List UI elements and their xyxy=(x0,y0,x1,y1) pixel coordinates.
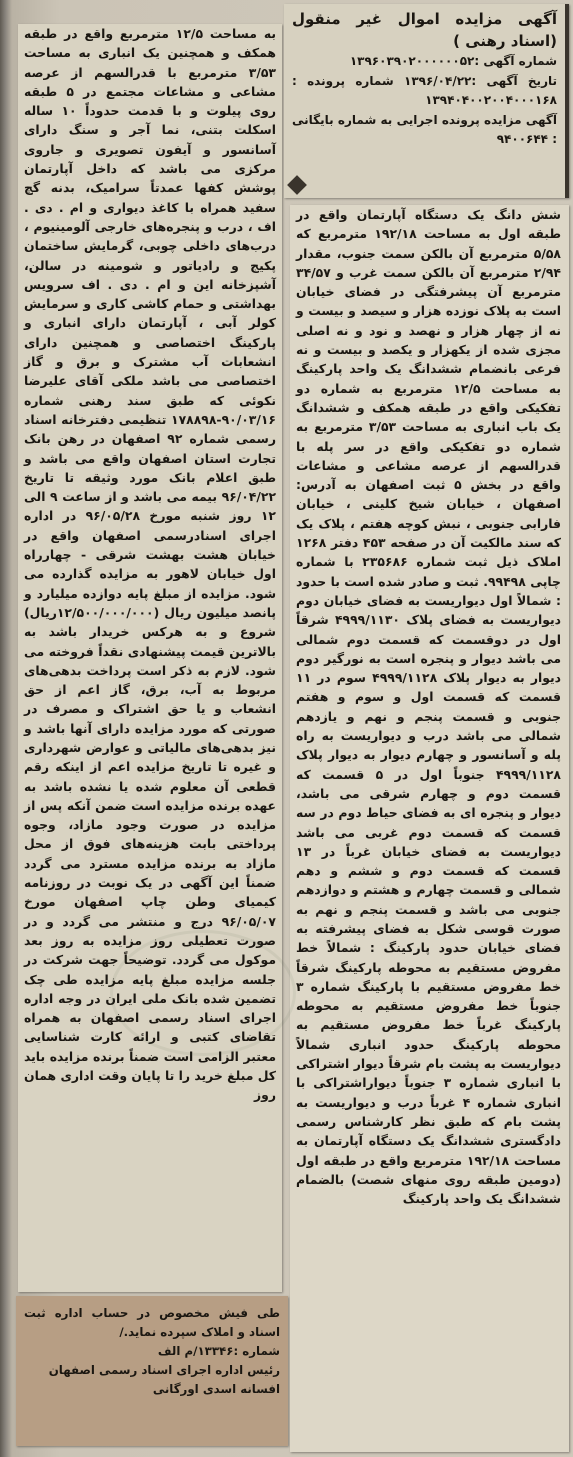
left-column-clipping xyxy=(18,24,282,1292)
faint-watermark xyxy=(110,930,296,1056)
diamond-ornament-icon xyxy=(287,175,307,195)
footer-number: شماره :۱۳۳۴۶/م الف xyxy=(157,1344,280,1358)
ad-number: شماره آگهی :۱۳۹۶۰۳۹۰۲۰۰۰۰۰۰۵۲ xyxy=(349,54,557,68)
ad-header-clipping xyxy=(284,4,569,198)
footer-line-1: طی فیش مخصوص در حساب اداره ثبت اسناد و املاک سپرده نماید./ xyxy=(24,1306,280,1339)
ad-title: آگهی مزایده اموال غیر منقول (اسناد رهنی ) xyxy=(292,10,557,50)
left-column-text: به مساحت ۱۲/۵ مترمربع واقع در طبقه همکف و همچنین یک انباری به مساحت ۳/۵۳ مترمربع با قدرالسهم از عرصه مشاعی و مشاعات مجتمع در ۵ طبقه روی پیلوت و با قدمت حدوداً ۱۰ ساله اسکلت بتنی، نما آجر و سنگ دارای آسانسور و آیفون تصویری و جاروی مرکزی می باشد که داخل آپارتمان پوشش کفها عمدتاً سرامیک، بدنه گچ سفید همراه با کاغذ دیواری و ام . دی . اف ، درب و پنجره‌های خارجی آلومینیوم ، درب‌های داخلی چوبی، گرمایش ساختمان پکیج و رادیاتور و شومینه در سالن، آشپزخانه این و ام . دی . اف سرویس بهداشتی و حمام کاشی کاری و سرمایش کولر آبی ، آپارتمان دارای انباری و پارکینگ اختصاصی و همچنین دارای انشعابات آب مشترک و برق و گاز اختصاصی می باشد ملکی آقای علیرضا نکوئی که طبق سند رهنی شماره ۹۰/۰۳/۱۶-۱۷۸۸۹۸ تنظیمی دفترخانه اسناد رسمی شماره ۹۲ اصفهان در رهن بانک تجارت استان اصفهان واقع می باشد و طبق اعلام بانک مورد وثیقه تا تاریخ ۹۶/۰۴/۲۲ بیمه می باشد و از ساعت ۹ الی ۱۲ روز شنبه مورخ ۹۶/۰۵/۲۸ در اداره اجرای اسنادرسمی اصفهان واقع در خیابان هشت بهشت شرقی - چهارراه اول خیابان لاهور به مزایده گذارده می شود. مزایده از مبلغ پایه دوازده میلیارد و پانصد میلیون ریال (۱۲/۵۰۰/۰۰۰/۰۰۰ریال) شروع و به هرکس خریدار باشد به بالاترین قیمت پیشنهادی نقداً فروخته می شود. لازم به ذکر است پرداخت بدهی‌های مربوط به آب، برق، گاز اعم از حق انشعاب و یا حق اشتراک و مصرف در صورتی که مورد مزایده دارای آنها باشد و نیز بدهی‌های مالیاتی و عوارض شهرداری و غیره تا تاریخ مزایده اعم از اینکه رقم قطعی آن معلوم شده یا نشده باشد به عهده برنده مزایده است ضمن آنکه پس از مزایده در صورت وجود مازاد، وجوه پرداختی بابت هزینه‌های فوق از محل مازاد به برنده مزایده مسترد می گردد ضمناً این آگهی در یک نوبت در روزنامه کیمیای وطن چاپ اصفهان مورخ ۹۶/۰۵/۰۷ درج و منتشر می گردد و در صورت تعطیلی روز مزایده به روز بعد موکول می گردد. توضیحاً جهت شرکت در جلسه مزایده مبلغ پایه مزایده طی چک تضمین شده بانک ملی ایران در وجه اداره اجرای اسناد رسمی اصفهان به همراه تقاضای کتبی و ارائه کارت شناسایی معتبر الزامی است ضمناً برنده مزایده باید کل مبلغ خرید را تا پایان وقت اداری همان روز xyxy=(24,26,277,1103)
footer-clipping xyxy=(16,1296,288,1446)
right-column-text: شش دانگ یک دستگاه آپارتمان واقع در طبقه اول به مساحت ۱۹۲/۱۸ مترمربع که ۵/۵۸ مترمربع آن بالکن سمت جنوب، مقدار ۲/۹۴ مترمربع آن بالکن سمت غرب و ۳۴/۵۷ مترمربع آن پیشرفتگی در فضای خیابان است به پلاک نوزده هزار و سیصد و بیست و نه از چهار هزار و نهصد و نود و نه اصلی مجزی شده از یکهزار و یکصد و بیست و نه فرعی بانضمام ششدانگ یک واحد پارکینگ به مساحت ۱۲/۵ مترمربع به شماره دو تفکیکی واقع در طبقه همکف و ششدانگ یک باب انباری به مساحت ۳/۵۳ مترمربع به شماره دو تفکیکی واقع در سر پله با قدرالسهم از عرصه مشاعی و مشاعات واقع در بخش ۵ ثبت اصفهان به آدرس: اصفهان ، خیابان شیخ کلینی ، خیابان فارابی جنوبی ، نبش کوچه هفتم ، پلاک یک که سند مالکیت آن در صفحه ۴۵۳ دفتر ۱۲۶۸ املاک ذیل ثبت شماره ۲۳۵۶۸۶ با شماره چاپی ۹۹۴۹۸. ثبت و صادر شده است با حدود : شمالاً اول دیواریست به فضای خیابان دوم دیواریست به فضای پلاک ۴۹۹۹/۱۱۳۰ شرقاً اول در دوقسمت که قسمت دوم شمالی می باشد دیوار و پنجره است به نورگیر دوم دیوار به دیوار پلاک ۴۹۹۹/۱۱۲۸ سوم در ۱۱ قسمت که قسمت اول و سوم و هفتم جنوبی و قسمت پنجم و نهم و یازدهم شمالی می باشد درب و دیواریست به راه پله و آسانسور و چهارم دیوار به دیوار پلاک ۴۹۹۹/۱۱۲۸ جنوباً اول در ۵ قسمت که قسمت دوم و چهارم شرقی می باشد، دیوار و پنجره ای به فضای حیاط دوم در سه قسمت که قسمت دوم غربی می باشد دیواریست به فضای خیابان غرباً در ۱۳ قسمت که قسمت دوم و ششم و دهم شمالی و قسمت چهارم و هشتم و دوازدهم جنوبی می باشد و قسمت پنجم و نهم به صورت قوسی شکل به فضای پیشرفته به فضای خیابان حدود پارکینگ : شمالاً خط مفروض مستقیم به محوطه پارکینگ شرقاً خط مفروض مستقیم با پارکینگ شماره ۳ جنوباً خط مفروض مستقیم به محوطه پارکینگ غرباً خط مفروض مستقیم به محوطه پارکینگ حدود انباری شمالاً دیواریست به پشت بام شرقاً دیوار اشتراکی با انباری شماره ۳ جنوباً دیواراشتراکی با انباری شماره ۴ غرباً درب و دیواریست به پشت بام که طبق نظر کارشناس رسمی دادگستری ششدانگ یک دستگاه آپارتمان به مساحت ۱۹۲/۱۸ مترمربع واقع در طبقه اول (دومین طبقه روی منهای شصت) بالضمام ششدانگ یک واحد پارکینگ xyxy=(296,207,562,1207)
footer-signatory: افسانه اسدی اورگانی xyxy=(152,1382,280,1396)
footer-office: رئیس اداره اجرای اسناد رسمی اصفهان xyxy=(48,1363,280,1377)
ad-date-and-case: تاریخ آگهی :۱۳۹۶/۰۴/۲۲ شماره پرونده : ۱۳۹۴۰۴۰۰۲۰۰۴۰۰۰۱۶۸ xyxy=(292,73,557,107)
right-column-clipping xyxy=(290,205,569,1452)
ad-archive-number: آگهی مزایده پرونده اجرایی به شماره بایگانی : ۹۴۰۰۶۴۴ xyxy=(292,112,557,146)
